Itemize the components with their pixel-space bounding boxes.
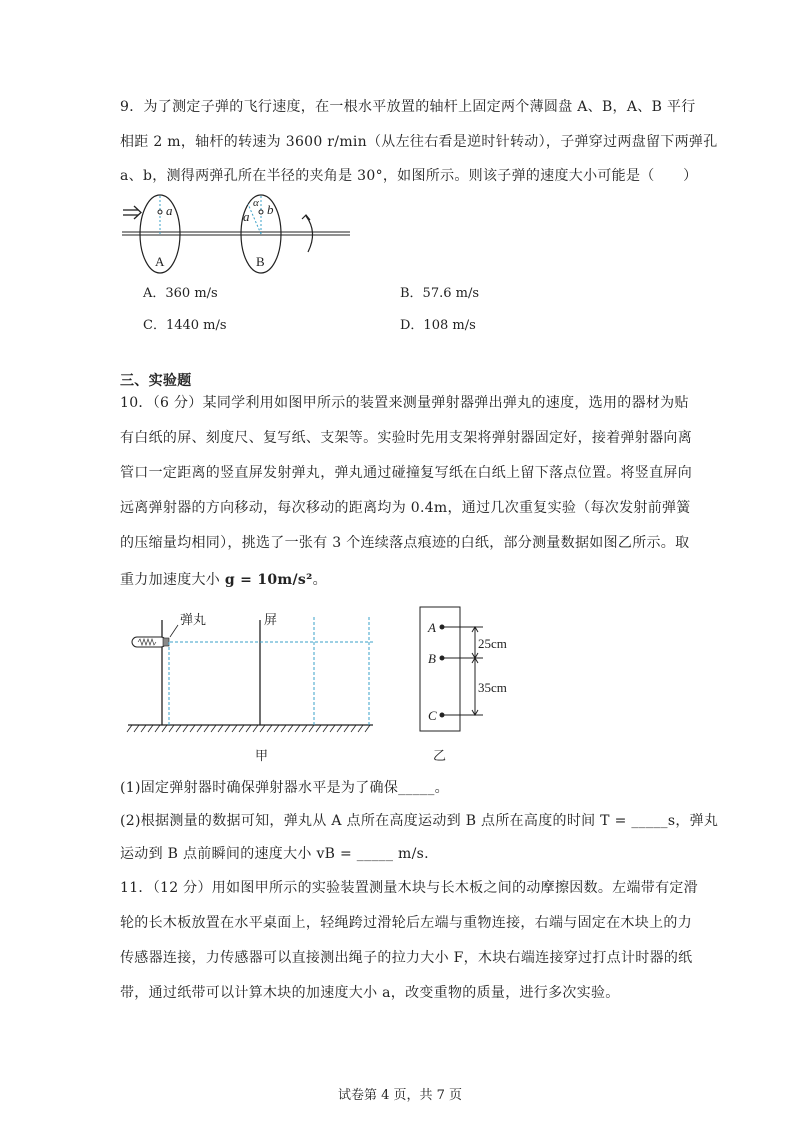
ground-hatch	[267, 725, 272, 732]
ground-hatch	[274, 725, 279, 732]
rotation-arrow-icon	[306, 216, 313, 252]
q10-sub2-line-2: 运动到 B 点前瞬间的速度大小 vB = _____ m/s.	[120, 846, 429, 862]
q11-text-line-1: 11．（12 分）用如图甲所示的实验装置测量木块与长木板之间的动摩擦因数。左端带有定滑	[120, 880, 698, 896]
pellet-icon	[163, 638, 169, 646]
ground-hatch	[344, 725, 349, 732]
hole-a-projection-label: a	[243, 209, 250, 224]
q11-text-line-2: 轮的长木板放置在水平桌面上，轻绳跨过滑轮后左端与重物连接，右端与固定在木块上的力	[120, 915, 692, 931]
hole-b-label: b	[267, 202, 274, 217]
ground-hatch	[330, 725, 335, 732]
ground-hatch	[155, 725, 160, 732]
section-title: 三、实验题	[120, 373, 192, 389]
ground-hatch	[169, 725, 174, 732]
ground-hatch	[204, 725, 209, 732]
ground-hatch	[134, 725, 139, 732]
ground-hatch	[365, 725, 370, 732]
q9-text-line-1: 9．为了测定子弹的飞行速度，在一根水平放置的轴杆上固定两个薄圆盘 A、B，A、B 平行	[120, 99, 696, 115]
q9-option-b[interactable]: B．57.6 m/s	[400, 286, 480, 301]
q10-gravity-prefix: 重力加速度大小	[120, 572, 225, 588]
ground-hatch	[239, 725, 244, 732]
q10-text-line-2: 有白纸的屏、刻度尺、复写纸、支架等。实验时先用支架将弹射器固定好，接着弹射器向离	[120, 430, 692, 446]
point-b-label: B	[428, 651, 436, 666]
q10-sub2-line-1: (2)根据测量的数据可知，弹丸从 A 点所在高度运动到 B 点所在高度的时间 T = _____s，弹丸	[120, 813, 719, 829]
hole-a-label: a	[166, 203, 173, 218]
figure-jia	[127, 612, 373, 763]
ground-hatch	[337, 725, 342, 732]
q10-sub1: (1)固定弹射器时确保弹射器水平是为了确保_____。	[120, 780, 449, 796]
ground-hatch	[316, 725, 321, 732]
ground-hatch	[351, 725, 356, 732]
ground-hatch	[162, 725, 167, 732]
q9-text-line-3: a、b，测得两弹孔所在半径的夹角是 30°，如图所示。则该子弹的速度大小可能是（ ）	[120, 168, 698, 184]
ground-hatch	[190, 725, 195, 732]
point-a-label: A	[428, 620, 436, 635]
ground-hatch	[295, 725, 300, 732]
hole-b	[259, 210, 263, 214]
ground-hatch	[253, 725, 258, 732]
figure-yi-caption: 乙	[433, 748, 447, 763]
angle-label: α	[253, 197, 259, 209]
ground-hatch	[323, 725, 328, 732]
ground-hatch	[211, 725, 216, 732]
figure-yi	[420, 607, 507, 763]
bullet-arrow-icon	[123, 206, 141, 219]
q9-option-c[interactable]: C．1440 m/s	[143, 318, 227, 333]
ground-hatch	[225, 725, 230, 732]
q10-gravity-suffix: 。	[312, 572, 327, 588]
screen-label: 屏	[264, 612, 278, 627]
distance-ab-label: 25cm	[478, 636, 507, 651]
q9-disk-figure	[120, 192, 350, 274]
q9-text-line-2: 相距 2 m，轴杆的转速为 3600 r/min（从左往右看是逆时针转动），子弹穿过两盘留下两弹孔	[120, 134, 718, 150]
q11-text-line-4: 带，通过纸带可以计算木块的加速度大小 a，改变重物的质量，进行多次实验。	[120, 985, 620, 1001]
page-footer: 试卷第 4 页，共 7 页	[337, 1088, 463, 1103]
ground-hatch	[232, 725, 237, 732]
hole-a	[158, 210, 162, 214]
q10-figures	[120, 605, 520, 765]
q9-option-d[interactable]: D．108 m/s	[400, 318, 476, 333]
q10-text-line-1: 10．（6 分）某同学利用如图甲所示的装置来测量弹射器弹出弹丸的速度，选用的器材为贴	[120, 395, 689, 411]
ground-hatch	[358, 725, 363, 732]
q11-text-line-3: 传感器连接，力传感器可以直接测出绳子的拉力大小 F，木块右端连接穿过打点计时器的纸	[120, 950, 693, 966]
ground-hatch	[197, 725, 202, 732]
q10-text-line-6	[120, 569, 327, 589]
ground-hatch	[176, 725, 181, 732]
gravity-formula: g = 10m/s²	[224, 572, 313, 588]
ground-hatch	[309, 725, 314, 732]
pellet-label: 弹丸	[180, 612, 207, 627]
ground-hatch	[302, 725, 307, 732]
ground-hatch	[288, 725, 293, 732]
ground-hatch	[148, 725, 153, 732]
ground-hatch	[218, 725, 223, 732]
q10-text-line-4: 远离弹射器的方向移动，每次移动的距离均为 0.4m，通过几次重复实验（每次发射前弹簧	[120, 500, 691, 516]
ground-hatch	[246, 725, 251, 732]
ground-hatch	[183, 725, 188, 732]
figure-jia-caption: 甲	[255, 748, 269, 763]
q9-option-a[interactable]: A．360 m/s	[143, 286, 218, 301]
ground-hatch	[127, 725, 132, 732]
disk-b-label: B	[256, 254, 265, 269]
point-c-label: C	[428, 708, 437, 723]
ground-hatch	[281, 725, 286, 732]
ground-hatch	[141, 725, 146, 732]
q10-text-line-3: 管口一定距离的竖直屏发射弹丸，弹丸通过碰撞复写纸在白纸上留下落点位置。将竖直屏向	[120, 465, 692, 481]
q10-text-line-5: 的压缩量均相同），挑选了一张有 3 个连续落点痕迹的白纸，部分测量数据如图乙所示。取	[120, 535, 690, 551]
ground-hatch	[260, 725, 265, 732]
distance-bc-label: 35cm	[478, 680, 507, 695]
disk-a-label: A	[155, 254, 165, 269]
